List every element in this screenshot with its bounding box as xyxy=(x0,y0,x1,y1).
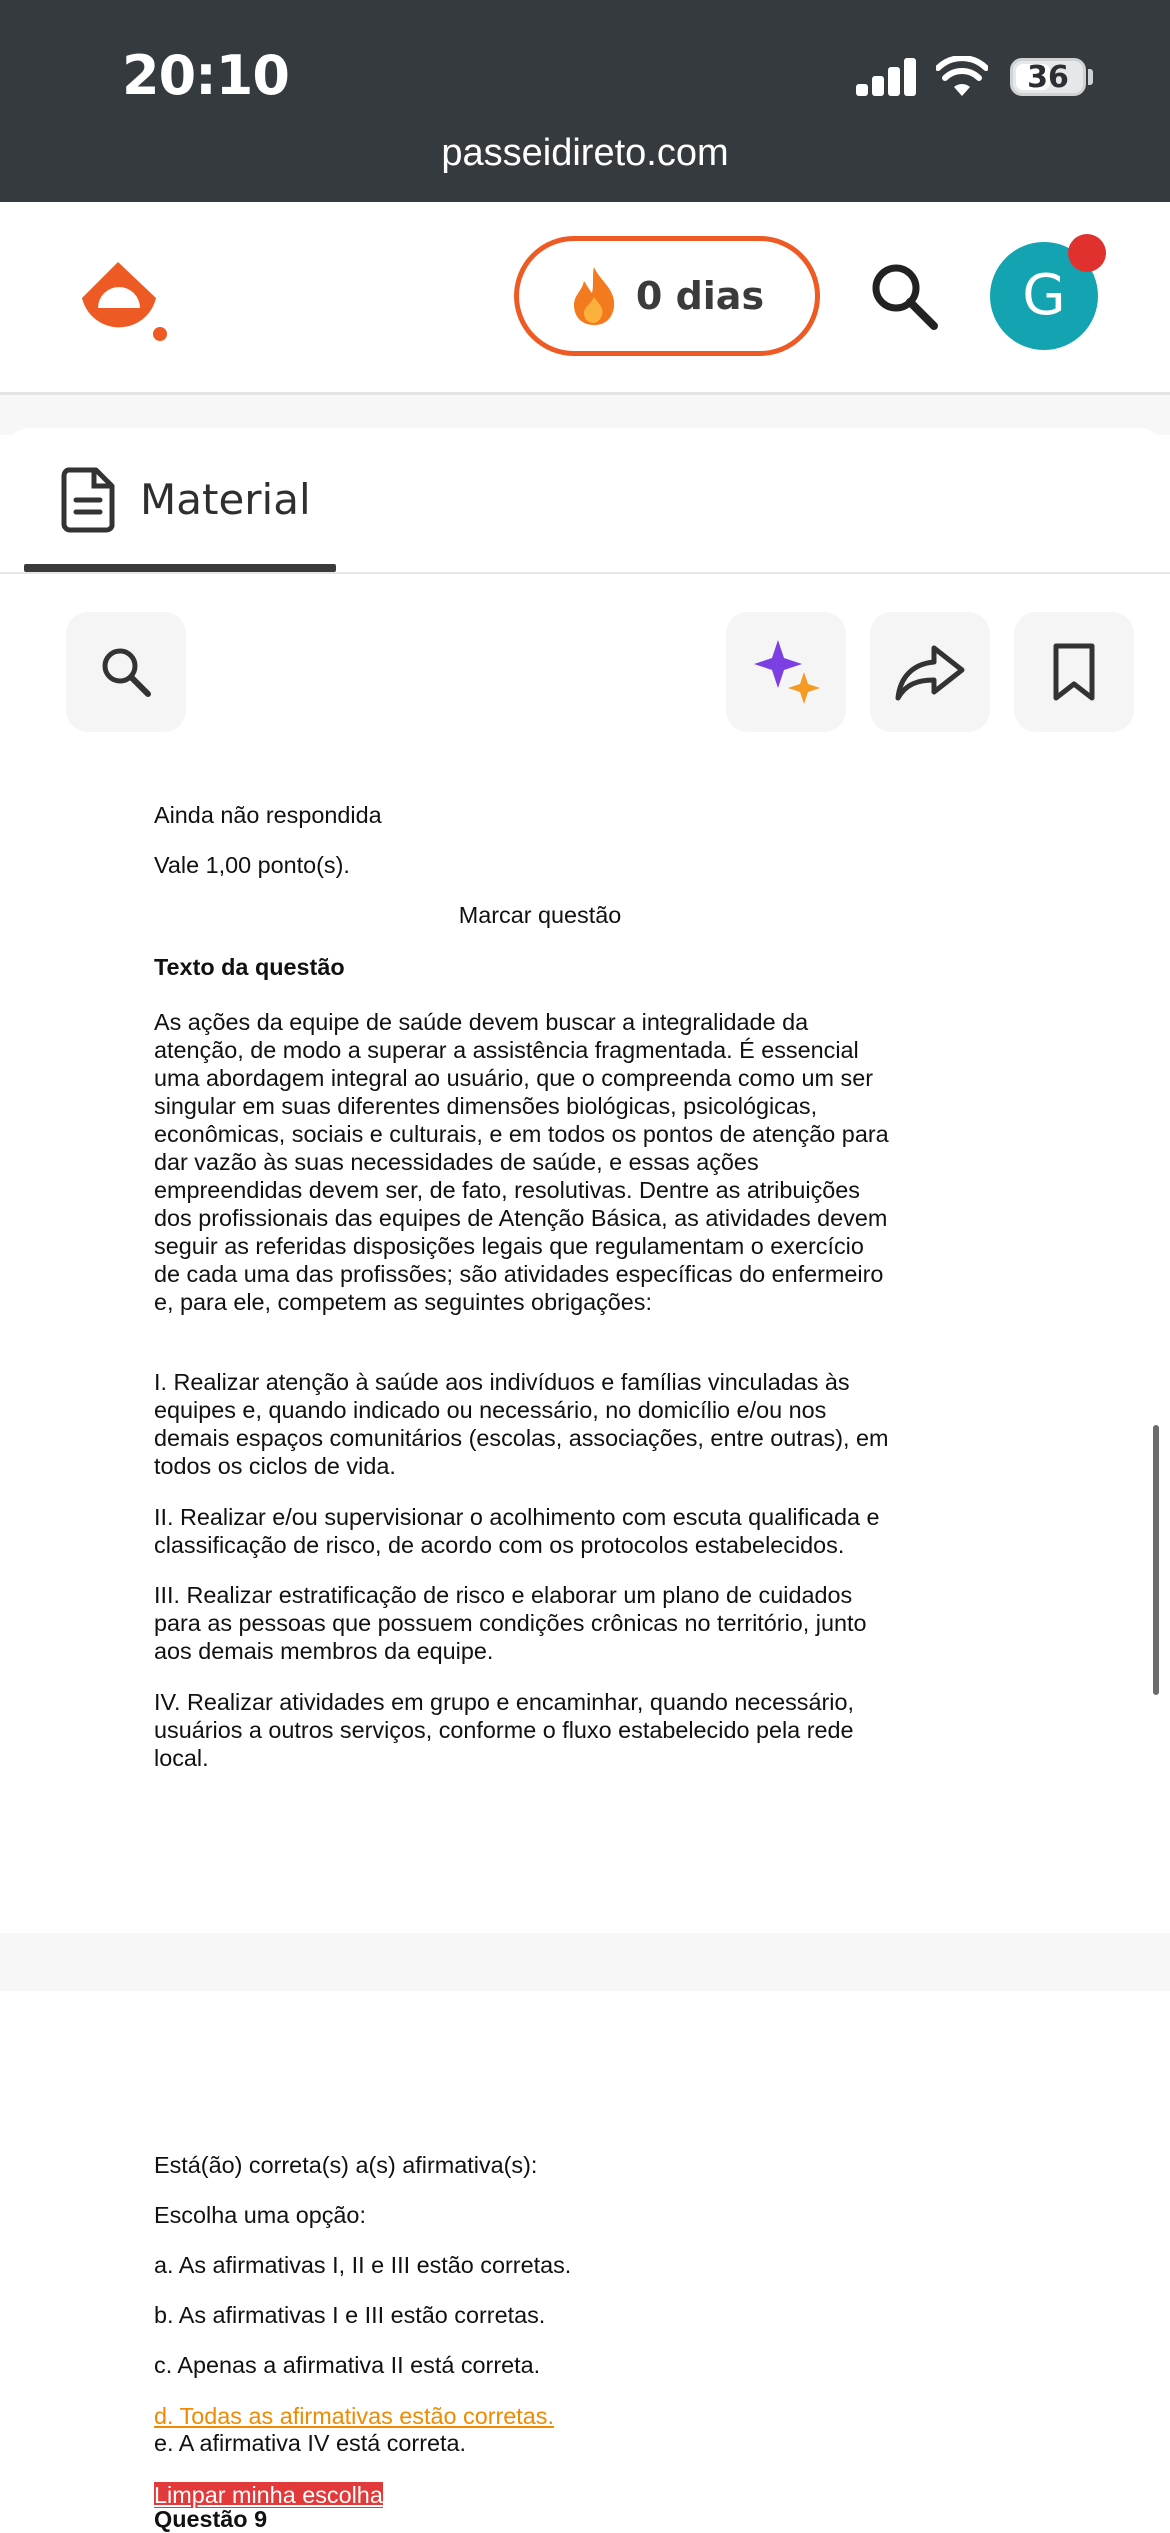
streak-button[interactable] xyxy=(514,236,820,356)
statement-line: III. Realizar estratificação de risco e elaborar um plano de cuidados xyxy=(154,1582,853,1608)
statement-line: usuários a outros serviços, conforme o fluxo estabelecido pela rede xyxy=(154,1717,854,1743)
wifi-icon xyxy=(936,56,988,98)
passei-direto-logo[interactable] xyxy=(72,256,168,342)
sparkle-icon xyxy=(748,634,824,710)
statement-line: demais espaços comunitários (escolas, associações, entre outras), em xyxy=(154,1425,889,1451)
mark-question-link[interactable]: Marcar questão xyxy=(458,902,622,928)
option-c[interactable]: c. Apenas a afirmativa II está correta. xyxy=(154,2352,541,2378)
bookmark-icon xyxy=(1050,642,1098,702)
option-b[interactable]: b. As afirmativas I e III estão corretas. xyxy=(154,2302,546,2328)
streak-label: 0 dias xyxy=(635,274,765,318)
battery-nub xyxy=(1088,69,1093,85)
share-button[interactable] xyxy=(870,612,990,732)
question-points: Vale 1,00 ponto(s). xyxy=(154,852,350,878)
share-icon xyxy=(894,642,966,702)
choose-option-label: Escolha uma opção: xyxy=(154,2202,366,2228)
statement-line: II. Realizar e/ou supervisionar o acolhimento com escuta qualificada e xyxy=(154,1504,880,1530)
statement-line: todos os ciclos de vida. xyxy=(154,1453,396,1479)
page-separator xyxy=(0,1933,1170,1991)
battery-level: 36 xyxy=(1027,60,1069,95)
question-status: Ainda não respondida xyxy=(154,802,382,828)
bookmark-button[interactable] xyxy=(1014,612,1134,732)
clear-choice-label: Limpar minha escolha xyxy=(154,2482,383,2508)
url-bar[interactable]: passeidireto.com xyxy=(441,132,729,174)
document-search-button[interactable] xyxy=(66,612,186,732)
battery-icon xyxy=(1010,58,1086,96)
option-e[interactable]: e. A afirmativa IV está correta. xyxy=(154,2430,467,2456)
option-a[interactable]: a. As afirmativas I, II e III estão corretas. xyxy=(154,2252,572,2278)
question-body-line: atenção, de modo a superar a assistência fragmentada. É essencial xyxy=(154,1037,859,1063)
statement-1 xyxy=(154,1368,889,1480)
status-time: 20:10 xyxy=(122,44,289,107)
option-d-selected[interactable]: d. Todas as afirmativas estão corretas. xyxy=(154,2403,554,2429)
question-body-line: seguir as referidas disposições legais que regulamentam o exercício xyxy=(154,1233,864,1259)
question-heading: Texto da questão xyxy=(154,954,345,980)
question-body-line: dar vazão às suas necessidades de saúde, e essas ações xyxy=(154,1149,759,1175)
flame-icon xyxy=(570,265,618,327)
statement-line: local. xyxy=(154,1745,209,1771)
scrollbar[interactable] xyxy=(1153,1425,1159,1695)
statement-line: classificação de risco, de acordo com os protocolos estabelecidos. xyxy=(154,1532,845,1558)
search-icon xyxy=(96,642,156,702)
statement-line: I. Realizar atenção à saúde aos indivíduos e famílias vinculadas às xyxy=(154,1369,850,1395)
tab-active-indicator xyxy=(24,564,336,572)
statement-line: IV. Realizar atividades em grupo e encaminhar, quando necessário, xyxy=(154,1689,854,1715)
question-body xyxy=(154,1008,889,1316)
question-body-line: dos profissionais das equipes de Atenção Básica, as atividades devem xyxy=(154,1205,888,1231)
statement-2 xyxy=(154,1503,880,1559)
statement-4 xyxy=(154,1688,854,1772)
statement-line: equipes e, quando indicado ou necessário, no domicílio e/ou nos xyxy=(154,1397,827,1423)
tab-divider xyxy=(0,572,1170,574)
question-body-line: As ações da equipe de saúde devem buscar a integralidade da xyxy=(154,1009,809,1035)
question-body-line: uma abordagem integral ao usuário, que o compreenda como um ser xyxy=(154,1065,874,1091)
notification-badge xyxy=(1068,234,1106,272)
ai-assistant-button[interactable] xyxy=(726,612,846,732)
statement-line: para as pessoas que possuem condições crônicas no território, junto xyxy=(154,1610,867,1636)
statement-3 xyxy=(154,1581,867,1665)
tab-material[interactable]: Material xyxy=(140,475,311,524)
question-body-line: de cada uma das profissões; são atividades específicas do enfermeiro xyxy=(154,1261,884,1287)
question-body-line: econômicas, sociais e culturais, e em todos os pontos de atenção para xyxy=(154,1121,889,1147)
question-body-line: singular em suas diferentes dimensões biológicas, psicológicas, xyxy=(154,1093,818,1119)
document-icon xyxy=(58,466,118,534)
statement-line: aos demais membros da equipe. xyxy=(154,1638,494,1664)
search-icon[interactable] xyxy=(866,258,942,334)
next-question-heading: Questão 9 xyxy=(154,2506,268,2532)
question-body-line: empreendidas devem ser, de fato, resolutivas. Dentre as atribuições xyxy=(154,1177,860,1203)
signal-icon xyxy=(856,58,916,96)
question-prompt: Está(ão) correta(s) a(s) afirmativa(s): xyxy=(154,2152,538,2178)
question-body-line: e, para ele, competem as seguintes obrigações: xyxy=(154,1289,652,1315)
avatar[interactable]: G xyxy=(990,242,1098,350)
